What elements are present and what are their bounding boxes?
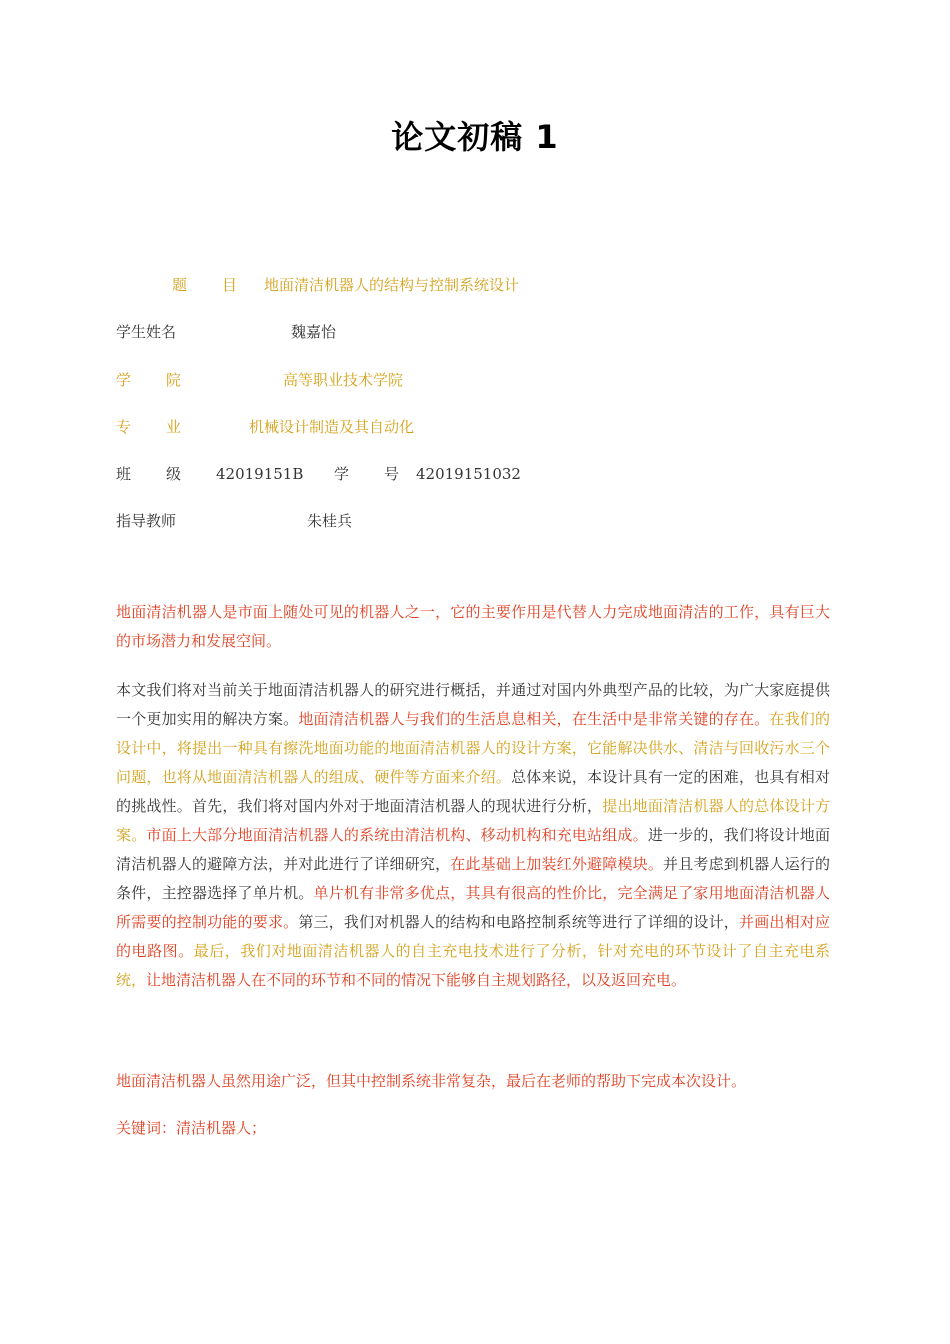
topic-label-1: 题	[172, 276, 188, 294]
p2-segment: 并画出相对应的电路图。	[116, 913, 830, 960]
paragraph-main	[116, 676, 830, 995]
major-label-1: 专	[116, 418, 132, 436]
college-label-2: 院	[166, 371, 182, 389]
keywords: 关键词：清洁机器人；	[116, 1119, 267, 1137]
topic-label-2: 目	[222, 276, 238, 294]
topic-value: 地面清洁机器人的结构与控制系统设计	[264, 276, 520, 294]
major-value: 机械设计制造及其自动化	[249, 418, 415, 436]
class-value: 42019151B	[216, 465, 304, 483]
p2-segment: 并且考虑到机器人运行的条件，主控器选择了单片机。	[116, 855, 830, 902]
student-value: 魏嘉怡	[291, 323, 337, 341]
p2-segment: 总体来说，本设计具有一定的困难，也具有相对的挑战性。首先，我们将对国内外对于地面清洁机器人的现状进行分析，	[116, 768, 830, 815]
student-label: 学生姓名	[116, 323, 177, 341]
paragraph-intro: 地面清洁机器人是市面上随处可见的机器人之一，它的主要作用是代替人力完成地面清洁的工作，具有巨大的市场潜力和发展空间。	[116, 603, 830, 650]
p2-segment: 本文我们将对当前关于地面清洁机器人的研究进行概括，并通过对国内外典型产品的比较，为广大家庭提供一个更加实用的解决方案。	[116, 681, 830, 728]
major-label-2: 业	[166, 418, 182, 436]
class-label-2: 级	[166, 465, 182, 483]
advisor-value: 朱桂兵	[307, 512, 353, 530]
id-label-2: 号	[384, 465, 400, 483]
id-value: 42019151032	[416, 465, 521, 483]
p2-segment: 提出地面清洁机器人的总体设计方案。	[116, 797, 830, 844]
p2-segment: 最后，我们对地面清洁机器人的自主充电技术进行了分析，针对充电的环节设计了自主充电系统，	[116, 942, 830, 989]
p2-segment: 市面上大部分地面清洁机器人的系统由清洁机构、移动机构和充电站组成。	[146, 826, 648, 844]
advisor-label: 指导教师	[116, 512, 177, 530]
paragraph-conclusion: 地面清洁机器人虽然用途广泛，但其中控制系统非常复杂，最后在老师的帮助下完成本次设计。	[116, 1072, 747, 1090]
college-value: 高等职业技术学院	[283, 371, 404, 389]
college-label-1: 学	[116, 371, 132, 389]
p2-segment: 进一步的，我们将设计地面清洁机器人的避障方法，并对此进行了详细研究，	[116, 826, 830, 873]
p2-segment: 第三，我们对机器人的结构和电路控制系统等进行了详细的设计，	[298, 913, 739, 931]
p2-segment: 在我们的设计中，将提出一种具有擦洗地面功能的地面清洁机器人的设计方案，它能解决供水、清洁与回收污水三个问题，也将从地面清洁机器人的组成、硬件等方面来介绍。	[116, 710, 830, 786]
p2-segment: 让地清洁机器人在不同的环节和不同的情况下能够自主规划路径，以及返回充电。	[146, 971, 687, 989]
class-label-1: 班	[116, 465, 132, 483]
p2-segment: 地面清洁机器人与我们的生活息息相关，在生活中是非常关键的存在。	[298, 710, 770, 728]
p2-segment: 在此基础上加装红外避障模块。	[450, 855, 664, 873]
p2-segment: 单片机有非常多优点，其具有很高的性价比，完全满足了家用地面清洁机器人所需要的控制功能的要求。	[116, 884, 830, 931]
id-label-1: 学	[334, 465, 350, 483]
page-title: 论文初稿 1	[391, 118, 559, 156]
